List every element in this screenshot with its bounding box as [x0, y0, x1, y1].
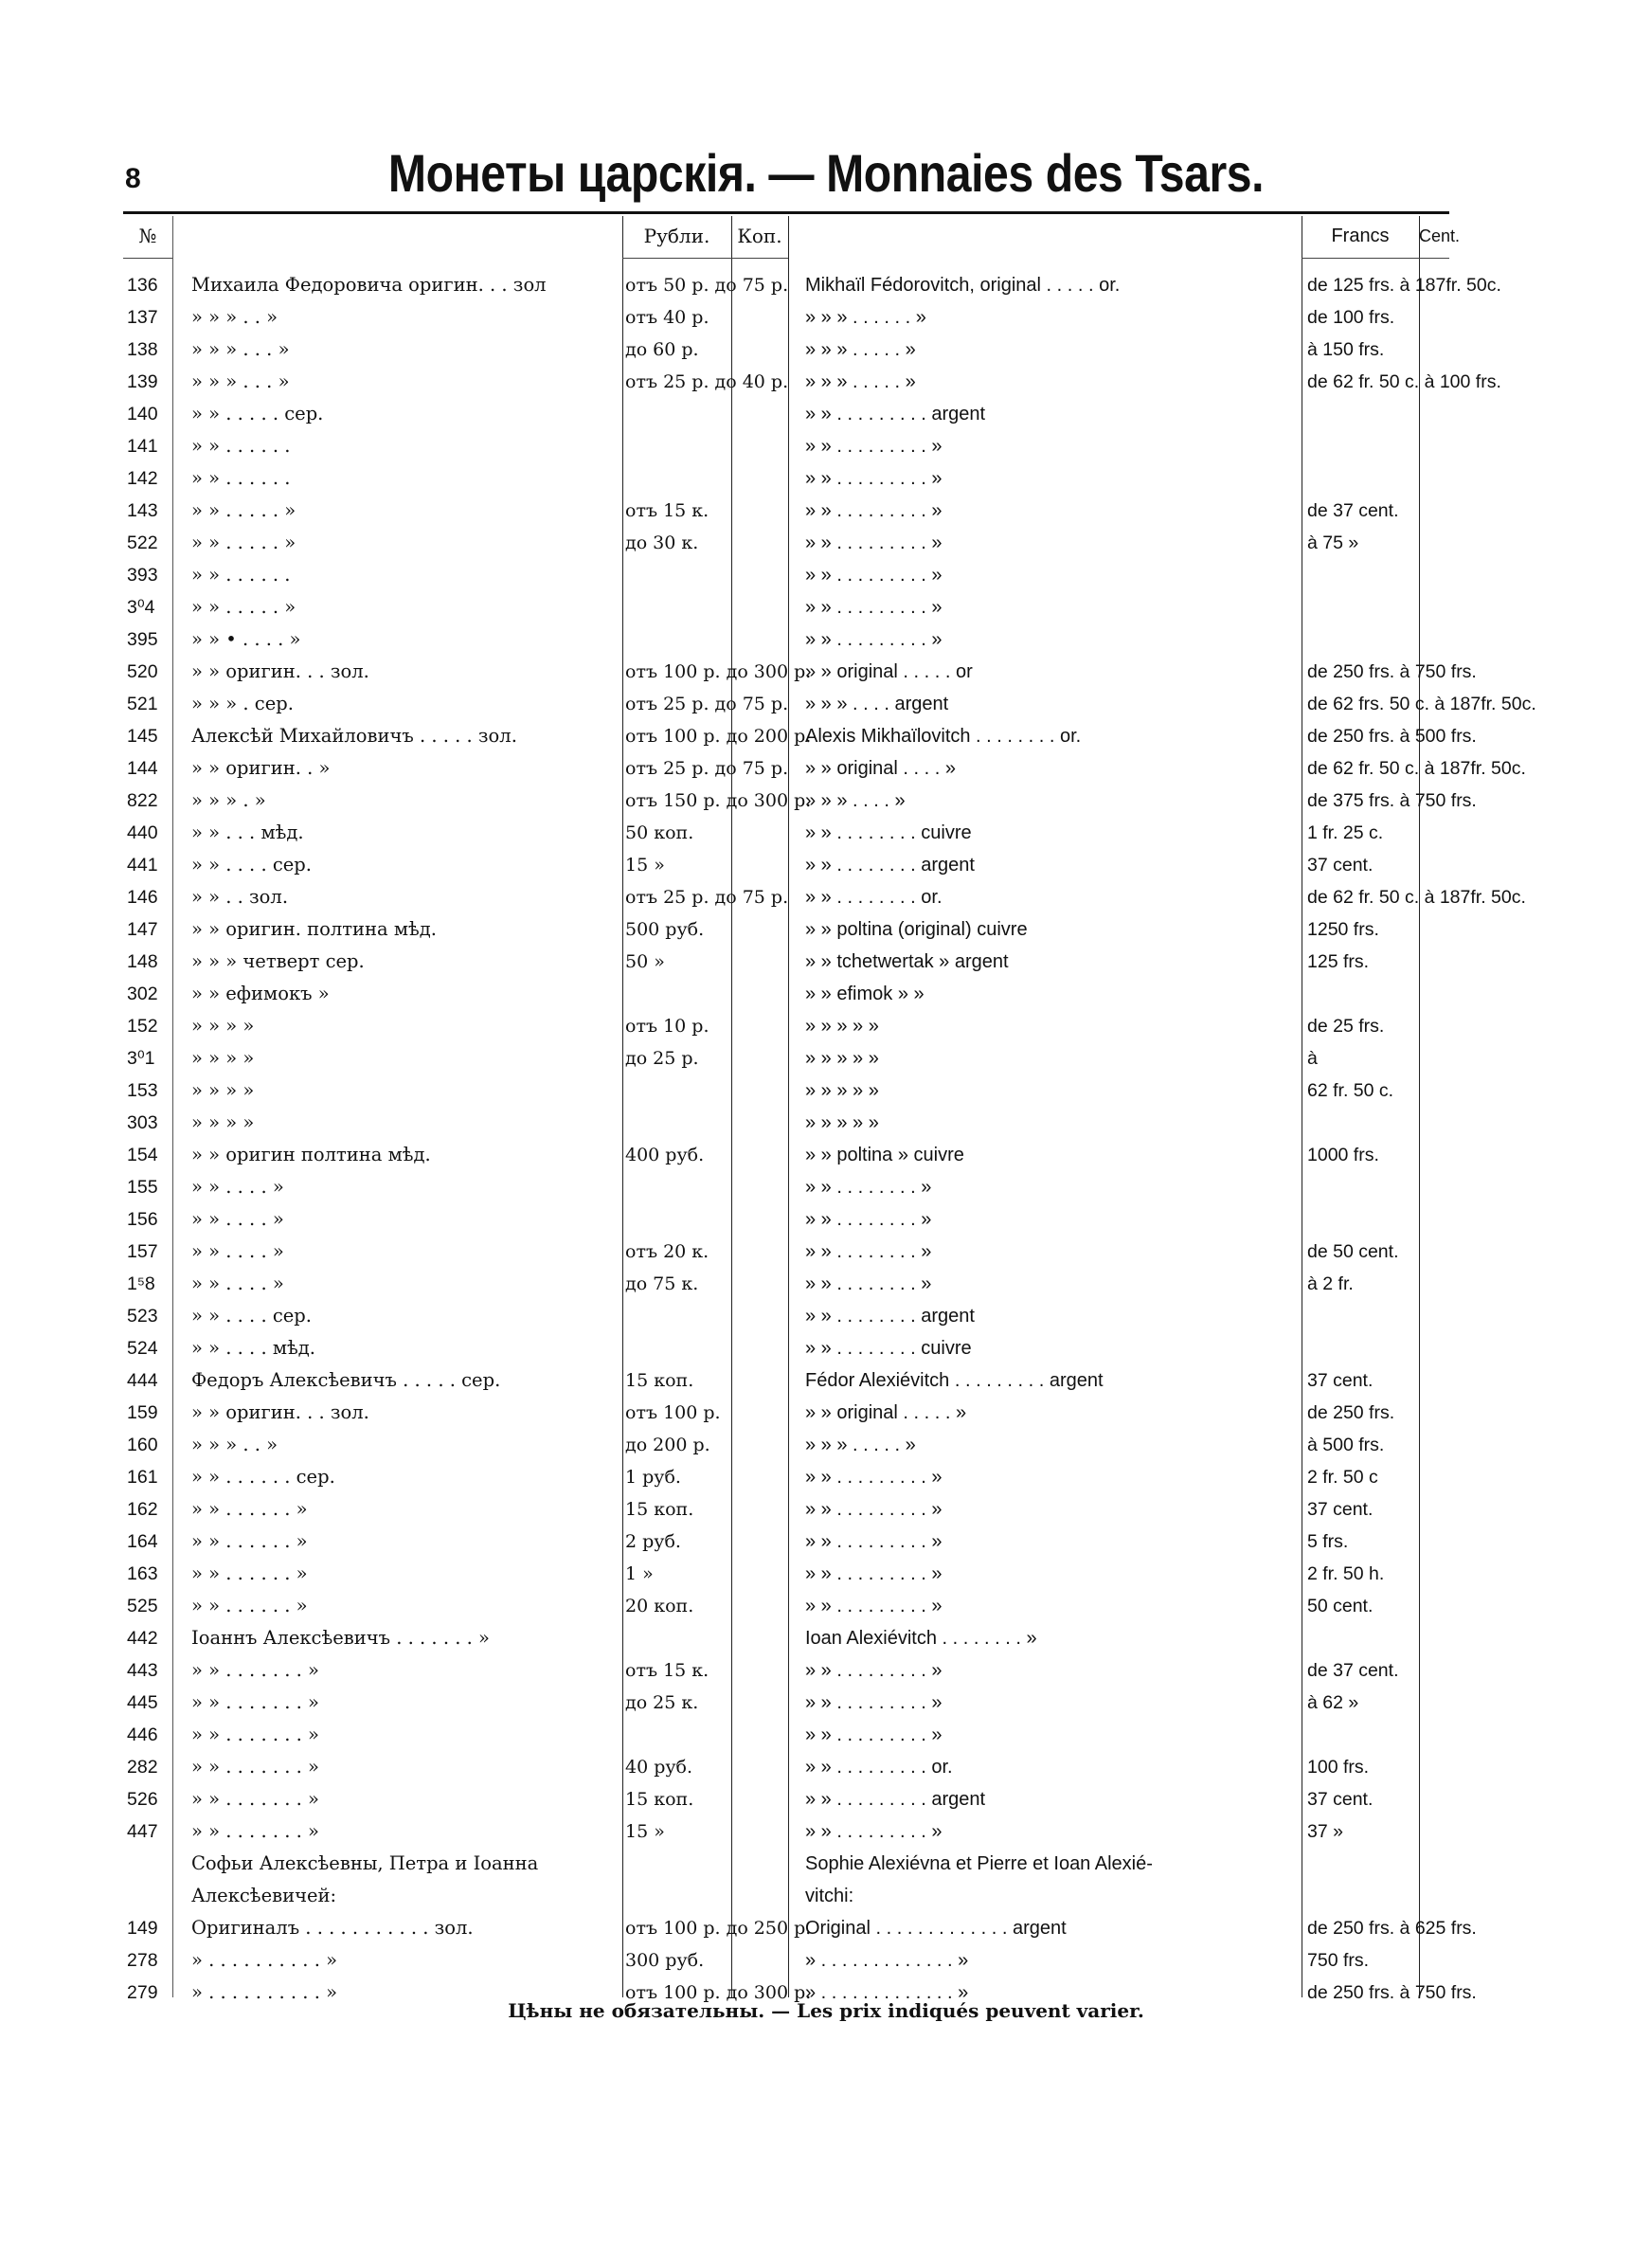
- franc-price: 1250 frs.: [1307, 919, 1379, 940]
- franc-price: 37 cent.: [1307, 1499, 1374, 1520]
- russian-description: » » . . . . мѣд.: [191, 1338, 315, 1359]
- franc-price: à: [1307, 1048, 1318, 1069]
- russian-description: » » » »: [191, 1016, 255, 1037]
- russian-description: » » . . . . . »: [191, 500, 296, 521]
- franc-price: 37 cent.: [1307, 1370, 1374, 1391]
- coin-number: 145: [127, 726, 158, 747]
- franc-price: de 62 fr. 50 c. à 100 frs.: [1307, 371, 1501, 392]
- russian-description: Оригиналъ . . . . . . . . . . . зол.: [191, 1918, 474, 1939]
- russian-description: » » » »: [191, 1080, 255, 1101]
- coin-number: 520: [127, 661, 158, 682]
- french-description: » » . . . . . . . . . »: [805, 500, 943, 521]
- french-description: » » . . . . . . . . . »: [805, 629, 943, 650]
- french-description: » » poltina » cuivre: [805, 1145, 964, 1165]
- coin-number: 137: [127, 307, 158, 328]
- russian-description: » » » . . . »: [191, 339, 290, 360]
- russian-description: » » . . . . . »: [191, 533, 296, 553]
- rouble-price: 500 руб.: [625, 919, 705, 940]
- franc-price: de 62 frs. 50 c. à 187fr. 50c.: [1307, 694, 1536, 714]
- coin-number: 3⁰1: [127, 1048, 155, 1069]
- russian-description: Алексѣй Михайловичъ . . . . . зол.: [191, 726, 517, 747]
- coin-number: 441: [127, 855, 158, 876]
- french-description: » » . . . . . . . . . »: [805, 1467, 943, 1488]
- coin-number: 144: [127, 758, 158, 779]
- rouble-price: отъ 100 р. до 300 р.: [625, 1982, 812, 2003]
- coin-number: 148: [127, 951, 158, 972]
- coin-number: 142: [127, 468, 158, 489]
- french-description: » » poltina (original) cuivre: [805, 919, 1028, 940]
- russian-description: » » » »: [191, 1048, 255, 1069]
- franc-price: de 250 frs.: [1307, 1402, 1395, 1423]
- french-description: » » . . . . . . . . or.: [805, 887, 943, 908]
- french-description: » » original . . . . »: [805, 758, 956, 779]
- coin-number: 163: [127, 1563, 158, 1584]
- franc-price: de 125 frs. à 187fr. 50c.: [1307, 275, 1501, 296]
- russian-description: » » . . . . . . »: [191, 1531, 308, 1552]
- french-description: » » . . . . . . . . . »: [805, 597, 943, 618]
- franc-price: 2 fr. 50 c: [1307, 1467, 1378, 1488]
- page-title: Монеты царскія. — Monnaies des Tsars.: [387, 143, 1265, 203]
- rouble-price: 15 »: [625, 1821, 665, 1842]
- rouble-price: 15 коп.: [625, 1789, 694, 1810]
- footer-note: Цѣны не обязательны. — Les prix indiqués peuvent varier.: [508, 1999, 1144, 2022]
- franc-price: de 37 cent.: [1307, 500, 1399, 521]
- french-description: » » » . . . . argent: [805, 694, 949, 714]
- rouble-price: 40 руб.: [625, 1757, 693, 1778]
- french-description: » » » . . . . . . »: [805, 307, 926, 328]
- russian-description: » » . . . . . »: [191, 597, 296, 618]
- franc-price: de 250 frs. à 750 frs.: [1307, 661, 1477, 682]
- french-description: Ioan Alexiévitch . . . . . . . . »: [805, 1628, 1037, 1649]
- russian-description: » » . . . . . . »: [191, 1596, 308, 1616]
- french-description: » » » » »: [805, 1080, 879, 1101]
- rouble-price: 300 руб.: [625, 1950, 705, 1971]
- franc-price: de 250 frs. à 500 frs.: [1307, 726, 1477, 747]
- franc-price: de 100 frs.: [1307, 307, 1395, 328]
- coin-number: 147: [127, 919, 158, 940]
- russian-description: » » » . . . »: [191, 371, 290, 392]
- russian-description: » » . . . . »: [191, 1241, 284, 1262]
- russian-description: Федоръ Алексѣевичъ . . . . . сер.: [191, 1370, 501, 1391]
- french-description: » » . . . . . . . . »: [805, 1241, 932, 1262]
- coin-number: 154: [127, 1145, 158, 1165]
- franc-price: de 62 fr. 50 c. à 187fr. 50c.: [1307, 887, 1526, 908]
- french-description: » » . . . . . . . . argent: [805, 855, 975, 876]
- coin-number: 521: [127, 694, 158, 714]
- coin-number: 153: [127, 1080, 158, 1101]
- russian-description: » » • . . . . »: [191, 629, 301, 650]
- franc-price: 2 fr. 50 h.: [1307, 1563, 1385, 1584]
- russian-description: » » . . . . . .: [191, 436, 291, 457]
- franc-price: 62 fr. 50 c.: [1307, 1080, 1394, 1101]
- rouble-price: 1 руб.: [625, 1467, 681, 1488]
- coin-number: 278: [127, 1950, 158, 1971]
- coin-number: 138: [127, 339, 158, 360]
- french-description: » » » » »: [805, 1048, 879, 1069]
- russian-description: » » . . . . . . сер.: [191, 1467, 335, 1488]
- coin-number: 146: [127, 887, 158, 908]
- franc-price: à 62 »: [1307, 1692, 1359, 1713]
- russian-description: Алексѣевичей:: [191, 1886, 337, 1906]
- french-description: » » . . . . . . . . »: [805, 1177, 932, 1198]
- rouble-price: до 30 к.: [625, 533, 699, 553]
- franc-price: de 50 cent.: [1307, 1241, 1399, 1262]
- russian-description: » » » . »: [191, 790, 266, 811]
- rouble-price: отъ 25 р. до 75 р.: [625, 694, 789, 714]
- french-description: » » original . . . . . »: [805, 1402, 967, 1423]
- french-description: vitchi:: [805, 1886, 854, 1906]
- franc-price: de 37 cent.: [1307, 1660, 1399, 1681]
- rouble-price: отъ 100 р. до 300 р.: [625, 661, 812, 682]
- french-description: » » . . . . . . . . . »: [805, 1821, 943, 1842]
- rouble-price: отъ 10 р.: [625, 1016, 709, 1037]
- page-number: 8: [125, 163, 141, 194]
- russian-description: » » » четверт сер.: [191, 951, 365, 972]
- russian-description: Софьи Алексѣевны, Петра и Іоанна: [191, 1853, 539, 1874]
- french-description: » » . . . . . . . . . »: [805, 1499, 943, 1520]
- coin-number: 523: [127, 1306, 158, 1327]
- coin-number: 822: [127, 790, 158, 811]
- rouble-price: отъ 25 р. до 75 р.: [625, 758, 789, 779]
- rouble-price: до 60 р.: [625, 339, 699, 360]
- rouble-price: отъ 150 р. до 300 р.: [625, 790, 812, 811]
- french-description: » » . . . . . . . . . »: [805, 468, 943, 489]
- russian-description: » » ефимокъ »: [191, 984, 330, 1004]
- french-description: » » . . . . . . . . . »: [805, 1692, 943, 1713]
- french-description: » » . . . . . . . . »: [805, 1209, 932, 1230]
- rouble-price: 15 коп.: [625, 1499, 694, 1520]
- franc-price: 5 frs.: [1307, 1531, 1349, 1552]
- franc-price: à 75 »: [1307, 533, 1359, 553]
- french-description: Original . . . . . . . . . . . . . argent: [805, 1918, 1067, 1939]
- french-description: » » efimok » »: [805, 984, 925, 1004]
- russian-description: » » оригин. . . зол.: [191, 661, 369, 682]
- russian-description: » » » . . »: [191, 1435, 278, 1455]
- franc-price: 100 frs.: [1307, 1757, 1370, 1778]
- coin-number: 3⁰4: [127, 597, 155, 618]
- header-number: №: [138, 225, 157, 247]
- french-description: » » » . . . . »: [805, 790, 906, 811]
- coin-number: 136: [127, 275, 158, 296]
- rouble-price: отъ 25 р. до 75 р.: [625, 887, 789, 908]
- column-divider: [731, 216, 732, 1997]
- french-description: » » . . . . . . . . . »: [805, 436, 943, 457]
- franc-price: 37 »: [1307, 1821, 1343, 1842]
- header-rubli: Рубли.: [643, 225, 710, 247]
- russian-description: » » . . зол.: [191, 887, 289, 908]
- column-divider: [1419, 216, 1420, 1997]
- franc-price: à 150 frs.: [1307, 339, 1385, 360]
- coin-number: 141: [127, 436, 158, 457]
- header-rule: [1302, 258, 1449, 259]
- coin-number: 445: [127, 1692, 158, 1713]
- coin-number: 447: [127, 1821, 158, 1842]
- coin-number: 160: [127, 1435, 158, 1455]
- french-description: » » . . . . . . . . . »: [805, 1596, 943, 1616]
- rouble-price: отъ 15 к.: [625, 1660, 709, 1681]
- french-description: » . . . . . . . . . . . . . »: [805, 1950, 969, 1971]
- header-rule: [123, 258, 172, 259]
- rouble-price: до 75 к.: [625, 1273, 699, 1294]
- coin-number: 140: [127, 404, 158, 424]
- coin-number: 282: [127, 1757, 158, 1778]
- russian-description: » » . . . . . . . »: [191, 1821, 319, 1842]
- coin-number: 279: [127, 1982, 158, 2003]
- rouble-price: до 25 к.: [625, 1692, 699, 1713]
- russian-description: » » . . . . . . . »: [191, 1724, 319, 1745]
- franc-price: de 375 frs. à 750 frs.: [1307, 790, 1477, 811]
- coin-number: 157: [127, 1241, 158, 1262]
- rouble-price: 50 »: [625, 951, 665, 972]
- french-description: » » . . . . . . . . . or.: [805, 1757, 953, 1778]
- header-francs: Francs: [1331, 226, 1390, 246]
- russian-description: » » . . . . »: [191, 1177, 284, 1198]
- french-description: » » . . . . . . . . . »: [805, 533, 943, 553]
- french-description: » » » . . . . . »: [805, 1435, 916, 1455]
- french-description: » » » . . . . . »: [805, 339, 916, 360]
- rouble-price: до 200 р.: [625, 1435, 710, 1455]
- russian-description: » . . . . . . . . . . »: [191, 1982, 338, 2003]
- french-description: » » . . . . . . . . . »: [805, 1531, 943, 1552]
- russian-description: » » . . . . . .: [191, 565, 291, 586]
- russian-description: » » оригин. . . зол.: [191, 1402, 369, 1423]
- rouble-price: 1 »: [625, 1563, 654, 1584]
- russian-description: » » . . . . . . »: [191, 1563, 308, 1584]
- franc-price: 37 cent.: [1307, 855, 1374, 876]
- french-description: Fédor Alexiévitch . . . . . . . . . argent: [805, 1370, 1104, 1391]
- french-description: » » tchetwertak » argent: [805, 951, 1009, 972]
- rouble-price: 15 »: [625, 855, 665, 876]
- rouble-price: отъ 100 р. до 250 р.: [625, 1918, 812, 1939]
- russian-description: » » оригин. полтина мѣд.: [191, 919, 437, 940]
- franc-price: à 2 fr.: [1307, 1273, 1354, 1294]
- french-description: » » . . . . . . . . . »: [805, 1563, 943, 1584]
- russian-description: Іоаннъ Алексѣевичъ . . . . . . . »: [191, 1628, 490, 1649]
- french-description: » . . . . . . . . . . . . . »: [805, 1982, 969, 2003]
- rouble-price: отъ 100 р.: [625, 1402, 721, 1423]
- coin-number: 395: [127, 629, 158, 650]
- coin-number: 161: [127, 1467, 158, 1488]
- russian-description: » » . . . . сер.: [191, 855, 312, 876]
- coin-number: 526: [127, 1789, 158, 1810]
- header-rule: [622, 258, 788, 259]
- coin-number: 1⁵8: [127, 1273, 155, 1294]
- french-description: » » . . . . . . . . argent: [805, 1306, 975, 1327]
- header-cent: Cent.: [1419, 226, 1461, 245]
- russian-description: » » » . . »: [191, 307, 278, 328]
- french-description: Alexis Mikhaïlovitch . . . . . . . . or.: [805, 726, 1082, 747]
- rouble-price: до 25 р.: [625, 1048, 699, 1069]
- french-description: » » . . . . . . . . . argent: [805, 1789, 986, 1810]
- french-description: » » original . . . . . or: [805, 661, 973, 682]
- french-description: Mikhaïl Fédorovitch, original . . . . . or.: [805, 275, 1121, 296]
- rouble-price: отъ 40 р.: [625, 307, 709, 328]
- franc-price: de 250 frs. à 750 frs.: [1307, 1982, 1477, 2003]
- coin-number: 443: [127, 1660, 158, 1681]
- rouble-price: 50 коп.: [625, 822, 694, 843]
- french-description: » » . . . . . . . . . argent: [805, 404, 986, 424]
- russian-description: » » » »: [191, 1112, 255, 1133]
- russian-description: » » . . . . . . . »: [191, 1692, 319, 1713]
- coin-number: 159: [127, 1402, 158, 1423]
- coin-number: 303: [127, 1112, 158, 1133]
- coin-number: 444: [127, 1370, 158, 1391]
- coin-number: 446: [127, 1724, 158, 1745]
- franc-price: 1 fr. 25 c.: [1307, 822, 1384, 843]
- french-description: » » . . . . . . . . . »: [805, 1724, 943, 1745]
- french-description: » » » . . . . . »: [805, 371, 916, 392]
- rouble-price: 2 руб.: [625, 1531, 681, 1552]
- coin-number: 152: [127, 1016, 158, 1037]
- franc-price: de 250 frs. à 625 frs.: [1307, 1918, 1477, 1939]
- franc-price: 1000 frs.: [1307, 1145, 1379, 1165]
- franc-price: 750 frs.: [1307, 1950, 1370, 1971]
- coin-number: 302: [127, 984, 158, 1004]
- coin-number: 156: [127, 1209, 158, 1230]
- russian-description: » » оригин полтина мѣд.: [191, 1145, 431, 1165]
- coin-number: 522: [127, 533, 158, 553]
- rouble-price: отъ 20 к.: [625, 1241, 709, 1262]
- rouble-price: 400 руб.: [625, 1145, 705, 1165]
- russian-description: » » . . . мѣд.: [191, 822, 304, 843]
- coin-number: 139: [127, 371, 158, 392]
- russian-description: » . . . . . . . . . . »: [191, 1950, 338, 1971]
- russian-description: » » . . . . . . »: [191, 1499, 308, 1520]
- coin-number: 525: [127, 1596, 158, 1616]
- russian-description: » » оригин. . »: [191, 758, 331, 779]
- franc-price: 125 frs.: [1307, 951, 1370, 972]
- russian-description: » » . . . . . . . »: [191, 1757, 319, 1778]
- rouble-price: 20 коп.: [625, 1596, 694, 1616]
- coin-number: 393: [127, 565, 158, 586]
- french-description: Sophie Alexiévna et Pierre et Ioan Alexié-: [805, 1853, 1153, 1874]
- coin-number: 442: [127, 1628, 158, 1649]
- french-description: » » » » »: [805, 1112, 879, 1133]
- coin-number: 143: [127, 500, 158, 521]
- title-rule: [123, 211, 1449, 214]
- franc-price: 50 cent.: [1307, 1596, 1374, 1616]
- french-description: » » . . . . . . . . »: [805, 1273, 932, 1294]
- coin-number: 440: [127, 822, 158, 843]
- russian-description: » » . . . . . сер.: [191, 404, 324, 424]
- russian-description: » » . . . . »: [191, 1209, 284, 1230]
- french-description: » » . . . . . . . . . »: [805, 565, 943, 586]
- coin-number: 524: [127, 1338, 158, 1359]
- french-description: » » . . . . . . . . cuivre: [805, 1338, 972, 1359]
- russian-description: » » . . . . . . . »: [191, 1660, 319, 1681]
- french-description: » » . . . . . . . . . »: [805, 1660, 943, 1681]
- russian-description: » » » . сер.: [191, 694, 294, 714]
- russian-description: » » . . . . »: [191, 1273, 284, 1294]
- russian-description: Михаила Федоровича оригин. . . зол: [191, 275, 547, 296]
- price-table: [123, 216, 1536, 2003]
- rouble-price: 15 коп.: [625, 1370, 694, 1391]
- coin-number: 155: [127, 1177, 158, 1198]
- franc-price: de 62 fr. 50 c. à 187fr. 50c.: [1307, 758, 1526, 779]
- russian-description: » » . . . . . .: [191, 468, 291, 489]
- franc-price: 37 cent.: [1307, 1789, 1374, 1810]
- column-divider: [788, 216, 789, 1997]
- rouble-price: отъ 25 р. до 40 р.: [625, 371, 789, 392]
- coin-number: 164: [127, 1531, 158, 1552]
- rouble-price: отъ 15 к.: [625, 500, 709, 521]
- coin-number: 149: [127, 1918, 158, 1939]
- russian-description: » » . . . . . . . »: [191, 1789, 319, 1810]
- rouble-price: отъ 50 р. до 75 р.: [625, 275, 789, 296]
- russian-description: » » . . . . сер.: [191, 1306, 312, 1327]
- coin-number: 162: [127, 1499, 158, 1520]
- franc-price: de 25 frs.: [1307, 1016, 1385, 1037]
- header-kop: Коп.: [737, 225, 782, 247]
- franc-price: à 500 frs.: [1307, 1435, 1385, 1455]
- french-description: » » » » »: [805, 1016, 879, 1037]
- rouble-price: отъ 100 р. до 200 р.: [625, 726, 812, 747]
- french-description: » » . . . . . . . . cuivre: [805, 822, 972, 843]
